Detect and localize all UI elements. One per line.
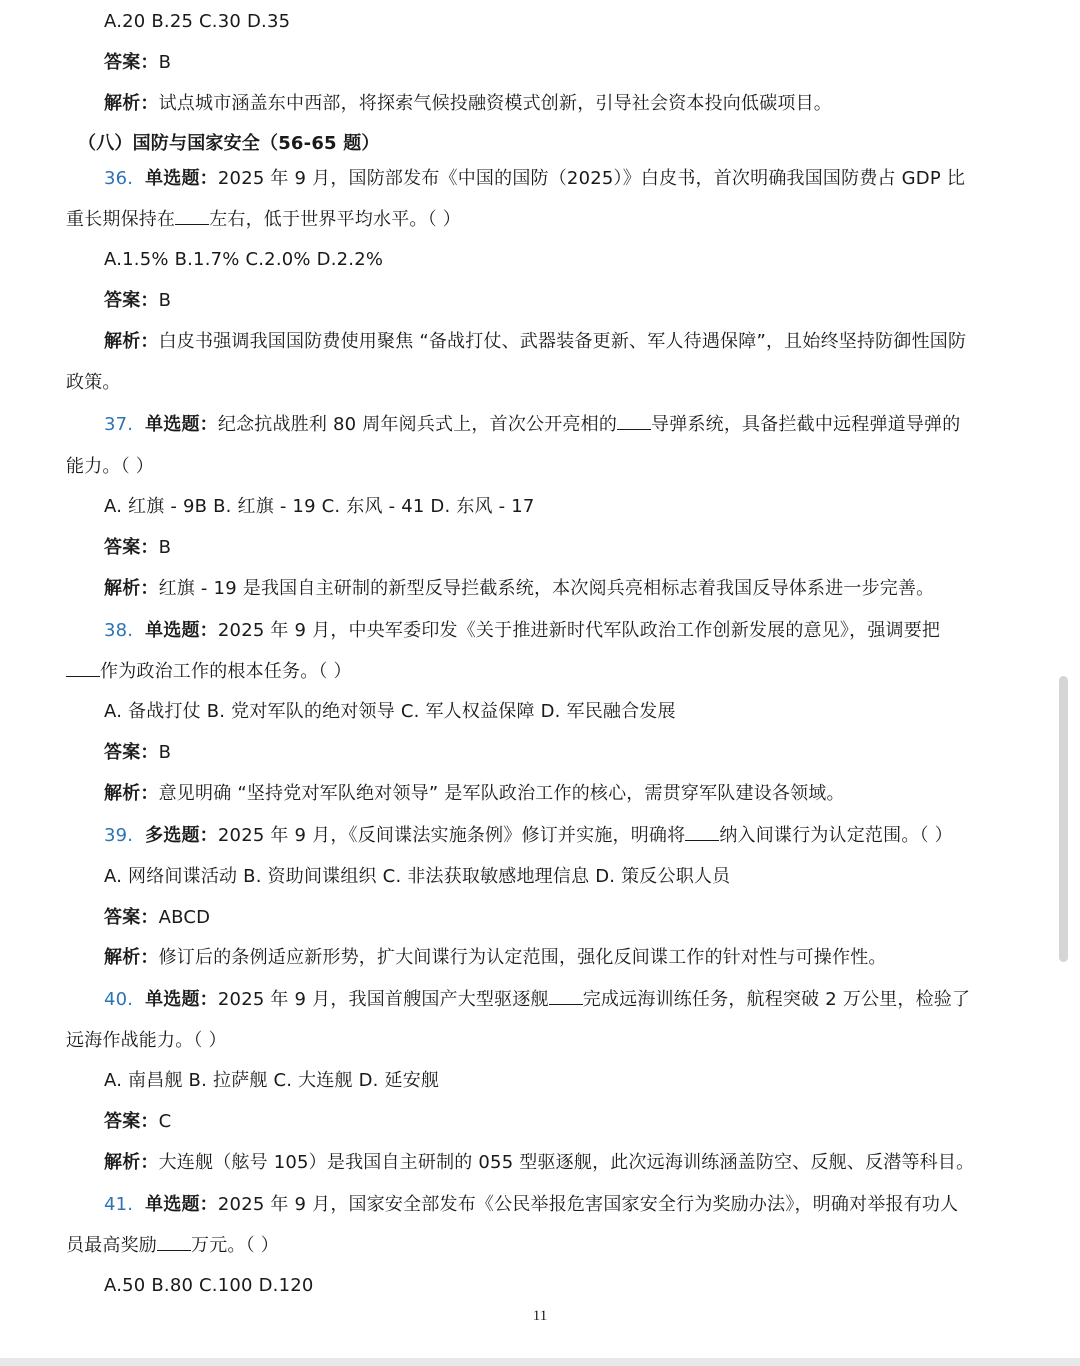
question-stem: 纳入间谍行为认定范围。（ ） <box>719 825 953 846</box>
answer-blank <box>549 988 583 1005</box>
question-38-analysis-line <box>104 782 845 806</box>
answer-label: 答案： <box>104 290 159 311</box>
question-38-stem-line2 <box>66 660 352 684</box>
question-39-answer-line <box>104 906 210 930</box>
page-number: 11 <box>532 1308 548 1324</box>
question-answer: ABCD <box>158 907 211 928</box>
intro-answer: B <box>158 52 172 73</box>
answer-blank <box>617 413 651 430</box>
question-38-stem-line1 <box>104 619 940 643</box>
question-37-stem-line1 <box>104 413 960 437</box>
question-37-answer-line <box>104 536 171 560</box>
question-number: 41. <box>104 1194 134 1215</box>
question-answer: C <box>158 1111 172 1132</box>
question-36-analysis-line1 <box>104 330 966 354</box>
question-stem: 导弹系统，具备拦截中远程弹道导弹的 <box>651 414 961 435</box>
question-40-stem-line1 <box>104 988 970 1012</box>
question-analysis: 大连舰（舷号 105）是我国自主研制的 055 型驱逐舰，此次远海训练涵盖防空、反舰、反潜等科目。 <box>158 1152 975 1173</box>
question-type: 单选题： <box>145 1194 218 1215</box>
question-stem: 完成远海训练任务，航程突破 2 万公里，检验了 <box>582 989 971 1010</box>
question-41-stem-line2 <box>66 1234 279 1258</box>
question-analysis: 意见明确 “坚持党对军队绝对领导” 是军队政治工作的核心，需贯穿军队建设各领域。 <box>158 783 845 804</box>
question-39-stem-line1 <box>104 824 953 848</box>
answer-label: 答案： <box>104 537 159 558</box>
question-type: 多选题： <box>145 825 218 846</box>
analysis-label: 解析： <box>104 578 159 599</box>
question-number: 40. <box>104 989 134 1010</box>
analysis-label: 解析： <box>104 1152 159 1173</box>
question-type: 单选题： <box>145 168 218 189</box>
question-analysis: 白皮书强调我国国防费使用聚焦 “备战打仗、武器装备更新、军人待遇保障”，且始终坚持防御性国防 <box>158 331 967 352</box>
analysis-label: 解析： <box>104 783 159 804</box>
question-number: 37. <box>104 414 134 435</box>
question-stem: 2025 年 9 月，国防部发布《中国的国防（2025）》白皮书，首次明确我国国防费占 GDP 比 <box>217 168 966 189</box>
question-stem: 左右，低于世界平均水平。（ ） <box>209 209 461 230</box>
question-40-answer-line <box>104 1110 171 1134</box>
question-number: 39. <box>104 825 134 846</box>
answer-label: 答案： <box>104 742 159 763</box>
analysis-label: 解析： <box>104 947 159 968</box>
question-stem: 2025 年 9 月，我国首艘国产大型驱逐舰 <box>217 989 549 1010</box>
answer-blank <box>175 208 209 225</box>
answer-label: 答案： <box>104 907 159 928</box>
section-heading: （八）国防与国家安全（56-65 题） <box>78 133 380 154</box>
answer-label: 答案： <box>104 52 159 73</box>
question-stem: 2025 年 9 月，《反间谍法实施条例》修订并实施，明确将 <box>217 825 686 846</box>
question-36-stem-line2 <box>66 208 461 232</box>
question-38-answer-line <box>104 741 171 765</box>
question-stem: 员最高奖励 <box>66 1235 157 1256</box>
intro-analysis-line <box>104 92 832 116</box>
answer-blank <box>157 1234 191 1251</box>
question-answer: B <box>158 742 172 763</box>
question-37-analysis-line <box>104 577 934 601</box>
question-41-options: A.50 B.80 C.100 D.120 <box>104 1275 314 1296</box>
question-39-analysis-line <box>104 946 887 970</box>
question-answer: B <box>158 290 172 311</box>
question-stem: 重长期保持在 <box>66 209 176 230</box>
bottom-bar <box>0 1358 1080 1366</box>
question-38-options: A. 备战打仗 B. 党对军队的绝对领导 C. 军人权益保障 D. 军民融合发展 <box>104 701 676 722</box>
question-36-options: A.1.5% B.1.7% C.2.0% D.2.2% <box>104 249 384 270</box>
analysis-label: 解析： <box>104 331 159 352</box>
intro-answer-line <box>104 51 171 75</box>
question-36-analysis-line2: 政策。 <box>66 372 121 393</box>
question-type: 单选题： <box>145 989 218 1010</box>
question-number: 38. <box>104 620 134 641</box>
analysis-label: 解析： <box>104 93 159 114</box>
question-36-answer-line <box>104 289 171 313</box>
question-analysis: 红旗 - 19 是我国自主研制的新型反导拦截系统，本次阅兵亮相标志着我国反导体系进一步完善。 <box>158 578 935 599</box>
question-40-analysis-line <box>104 1151 974 1175</box>
question-41-stem-line1 <box>104 1193 958 1217</box>
question-stem: 万元。（ ） <box>191 1235 279 1256</box>
question-number: 36. <box>104 168 134 189</box>
question-answer: B <box>158 537 172 558</box>
question-analysis: 修订后的条例适应新形势，扩大间谍行为认定范围，强化反间谍工作的针对性与可操作性。 <box>158 947 887 968</box>
vertical-scrollbar-thumb[interactable] <box>1059 676 1068 962</box>
question-stem: 2025 年 9 月，国家安全部发布《公民举报危害国家安全行为奖励办法》，明确对举报有功人 <box>217 1194 959 1215</box>
question-stem: 2025 年 9 月，中央军委印发《关于推进新时代军队政治工作创新发展的意见》，强调要把 <box>217 620 941 641</box>
answer-blank <box>685 824 719 841</box>
intro-options: A.20 B.25 C.30 D.35 <box>104 11 291 32</box>
question-stem: 作为政治工作的根本任务。（ ） <box>100 661 352 682</box>
answer-label: 答案： <box>104 1111 159 1132</box>
question-37-stem-line2: 能力。（ ） <box>66 456 154 477</box>
question-39-options: A. 网络间谍活动 B. 资助间谍组织 C. 非法获取敏感地理信息 D. 策反公职人员 <box>104 866 731 887</box>
question-36-stem-line1 <box>104 167 965 191</box>
question-40-options: A. 南昌舰 B. 拉萨舰 C. 大连舰 D. 延安舰 <box>104 1070 440 1091</box>
question-stem: 纪念抗战胜利 80 周年阅兵式上，首次公开亮相的 <box>217 414 618 435</box>
intro-analysis: 试点城市涵盖东中西部，将探索气候投融资模式创新，引导社会资本投向低碳项目。 <box>158 93 833 114</box>
question-type: 单选题： <box>145 620 218 641</box>
question-40-stem-line2: 远海作战能力。（ ） <box>66 1030 227 1051</box>
answer-blank <box>66 660 100 677</box>
question-37-options: A. 红旗 - 9B B. 红旗 - 19 C. 东风 - 41 D. 东风 - 17 <box>104 496 535 517</box>
question-type: 单选题： <box>145 414 218 435</box>
